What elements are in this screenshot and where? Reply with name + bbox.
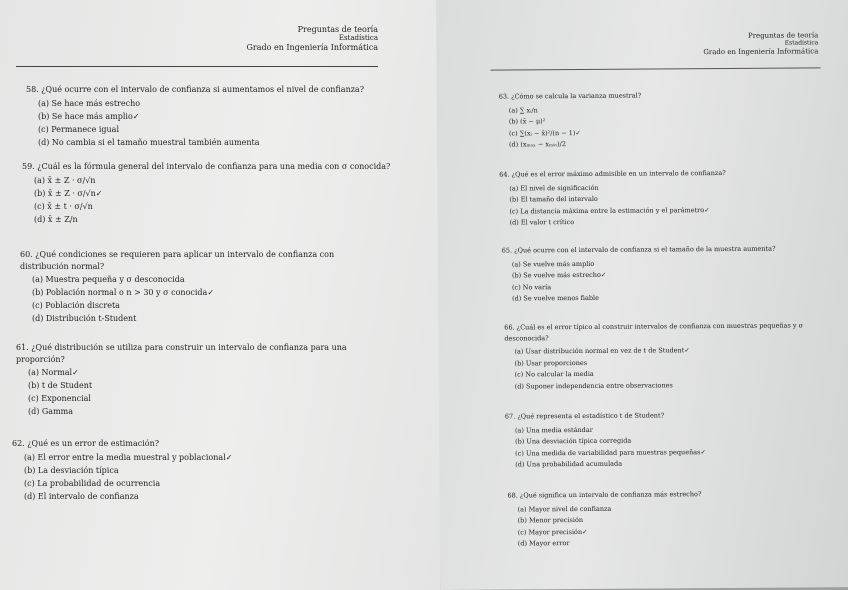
question-text: 61. ¿Qué distribución se utiliza para construir un intervalo de confianza para una proporción? bbox=[16, 343, 347, 364]
question-text: 62. ¿Qué es un error de estimación? bbox=[12, 439, 160, 448]
option-b: (b) Población normal o n > 30 y σ conocida✓ bbox=[32, 288, 215, 297]
question-67 bbox=[505, 410, 706, 471]
option-b: (b) Una desviación típica corregida bbox=[515, 436, 632, 446]
question-text: 59. ¿Cuál es la fórmula general del intervalo de confianza para una media con σ conocida? bbox=[22, 162, 391, 171]
option-a: (a) Se hace más estrecho bbox=[38, 98, 141, 108]
header-rule bbox=[16, 66, 378, 67]
question-text: 66. ¿Cuál es el error típico al construir intervalos de confianza con muestras pequeñas y σ desconocida? bbox=[504, 321, 804, 343]
option-c: (c) Población discreta bbox=[32, 301, 120, 310]
question-61 bbox=[16, 342, 378, 418]
option-d: (d) El valor t crítico bbox=[509, 218, 575, 227]
right-page bbox=[436, 0, 848, 590]
option-b: (b) Se hace más amplio✓ bbox=[38, 111, 140, 121]
question-63 bbox=[499, 91, 642, 151]
question-text: 65. ¿Qué ocurre con el intervalo de confianza si el tamaño de la muestra aumenta? bbox=[501, 244, 776, 255]
option-c: (c) La distancia máxima entre la estimación y el parámetro✓ bbox=[509, 205, 710, 215]
option-b: (b) Usar proporciones bbox=[514, 358, 588, 367]
question-text: 60. ¿Qué condiciones se requieren para aplicar un intervalo de confianza con distribución normal? bbox=[20, 250, 335, 271]
question-text: 64. ¿Qué es el error máximo admisible en un intervalo de confianza? bbox=[499, 168, 726, 179]
option-c: (c) Mayor precisión✓ bbox=[517, 527, 588, 536]
option-a: (a) El error entre la media muestral y poblacional✓ bbox=[24, 452, 233, 462]
header-rule bbox=[490, 67, 820, 70]
option-a: (a) Mayor nivel de confianza bbox=[517, 504, 612, 513]
page-header bbox=[0, 25, 378, 52]
option-d: (d) No cambia si el tamaño muestral también aumenta bbox=[38, 137, 260, 147]
question-58 bbox=[26, 84, 364, 149]
option-d: (d) Distribución t-Student bbox=[32, 314, 137, 323]
option-c: (c) La probabilidad de ocurrencia bbox=[24, 478, 161, 488]
option-b: (b) t de Student bbox=[28, 381, 93, 390]
question-62 bbox=[12, 438, 232, 503]
option-c: (c) Exponencial bbox=[28, 394, 91, 403]
question-text: 58. ¿Qué ocurre con el intervalo de confianza si aumentamos el nivel de confianza? bbox=[26, 85, 364, 94]
page-header bbox=[436, 31, 818, 58]
option-c: (c) ∑(xᵢ − x̄)²/(n − 1)✓ bbox=[508, 128, 581, 137]
option-b: (b) Menor precisión bbox=[517, 515, 584, 525]
question-60 bbox=[20, 249, 380, 325]
option-d: (d) Mayor error bbox=[517, 539, 570, 548]
option-d: (d) Una probabilidad acumulada bbox=[515, 459, 623, 469]
header-title: Preguntas de teoría bbox=[747, 31, 819, 40]
question-59 bbox=[22, 161, 390, 226]
header-subject: Estadística bbox=[784, 39, 819, 47]
option-a: (a) Se vuelve más amplio bbox=[511, 259, 595, 268]
option-b: (b) El tamaño del intervalo bbox=[509, 194, 598, 204]
header-title: Preguntas de teoría bbox=[297, 25, 378, 34]
header-subject: Estadística bbox=[338, 34, 378, 42]
option-a: (a) Una media estándar bbox=[514, 425, 593, 434]
question-64 bbox=[499, 168, 726, 229]
question-68 bbox=[507, 489, 701, 550]
option-a: (a) Muestra pequeña y σ desconocida bbox=[32, 275, 185, 284]
option-c: (c) x̄ ± t · σ/√n bbox=[34, 201, 93, 211]
option-d: (d) Se vuelve menos fiable bbox=[512, 293, 599, 303]
option-a: (a) El nivel de significación bbox=[509, 183, 599, 192]
option-d: (d) x̄ ± Z/n bbox=[34, 214, 78, 224]
option-c: (c) Una medida de variabilidad para muestras pequeñas✓ bbox=[515, 447, 706, 457]
option-a: (a) Normal✓ bbox=[28, 368, 79, 377]
option-c: (c) No calcular la media bbox=[514, 369, 594, 379]
option-b: (b) x̄ ± Z · σ/√n✓ bbox=[34, 188, 103, 198]
option-d: (d) Suponer independencia entre observaciones bbox=[514, 380, 673, 390]
header-degree: Grado en Ingeniería Informática bbox=[703, 47, 819, 57]
question-text: 68. ¿Qué significa un intervalo de confianza más estrecho? bbox=[507, 490, 702, 500]
question-text: 67. ¿Qué representa el estadístico t de Student? bbox=[504, 411, 665, 421]
option-d: (d) El intervalo de confianza bbox=[24, 491, 139, 501]
option-c: (c) No varía bbox=[511, 282, 552, 291]
header-degree: Grado en Ingeniería Informática bbox=[246, 43, 378, 52]
option-a: (a) Usar distribución normal en vez de t de Student✓ bbox=[514, 346, 690, 356]
option-a: (a) x̄ ± Z · σ/√n bbox=[34, 175, 96, 185]
question-text: 63. ¿Cómo se calcula la varianza muestral? bbox=[498, 91, 642, 101]
option-b: (b) (x̄ − μ)² bbox=[508, 117, 546, 126]
option-b: (b) Se vuelve más estrecho✓ bbox=[511, 270, 607, 280]
option-b: (b) La desviación típica bbox=[24, 465, 119, 475]
option-d: (d) Gamma bbox=[28, 407, 74, 416]
option-c: (c) Permanece igual bbox=[38, 124, 120, 134]
option-d: (d) (xₘₐₓ − xₘᵢₙ)/2 bbox=[508, 140, 567, 149]
question-65 bbox=[502, 244, 776, 305]
option-a: (a) ∑ xᵢ/n bbox=[508, 105, 538, 114]
question-66 bbox=[504, 320, 842, 392]
